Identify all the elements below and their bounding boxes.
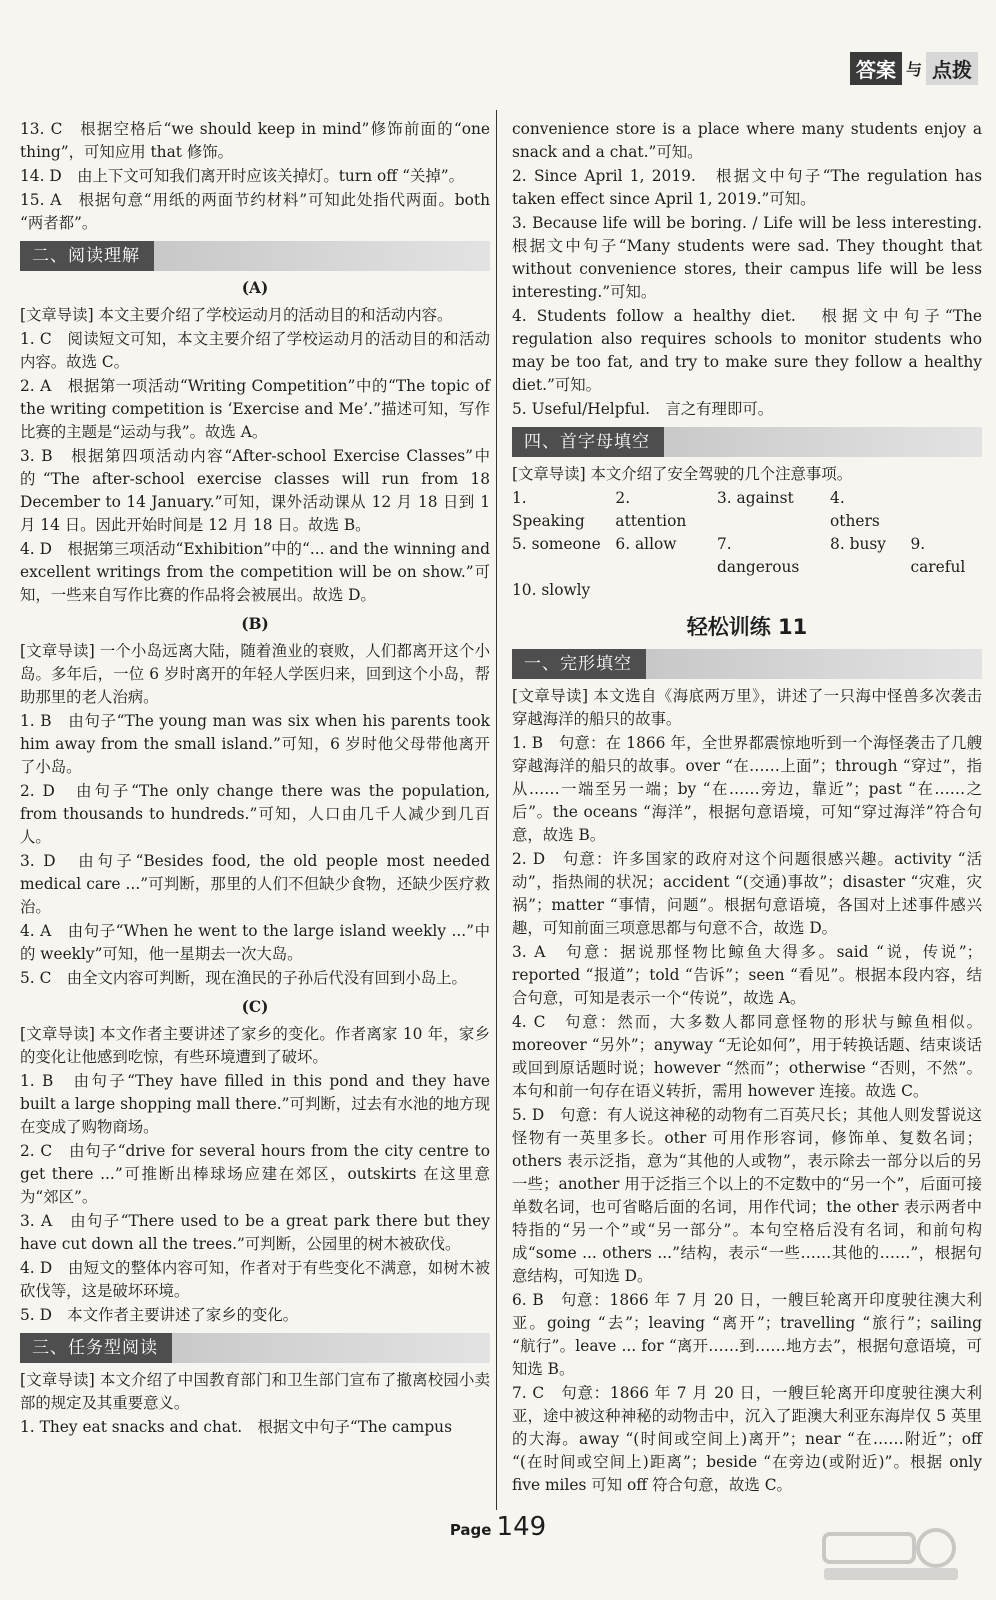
section-heading-label: 三、任务型阅读 [20,1333,172,1363]
answer-paragraph: 2. Since April 1, 2019. 根据文中句子“The regulation has taken effect since April 1, 2019.”可知。 [512,167,982,208]
answer-item [910,579,982,602]
passage-label: (B) [241,615,269,633]
page-num: 149 [496,1512,547,1542]
answer-paragraph: 4. D 由短文的整体内容可知，作者对于有些变化不满意，如树木被砍伐等，这是破坏环境。 [20,1259,490,1300]
section-heading-label: 四、首字母填空 [512,427,664,457]
column-divider [496,110,497,1510]
answer-paragraph: [文章导读] 一个小岛远离大陆，随着渔业的衰败，人们都离开这个小岛。多年后，一位 6 岁时离开的年轻人学医归来，回到这个小岛，帮助那里的老人治病。 [20,642,490,706]
answer-paragraph: 14. D 由上下文可知我们离开时应该关掉灯。turn off “关掉”。 [20,167,464,185]
answer-item [910,487,982,533]
answer-paragraph: 2. D 由句子“The only change there was the population, from thousands to hundreds.”可知，人口由几千人减少到几百人。 [20,782,490,846]
answer-item: 10. slowly [512,581,591,599]
answer-paragraph: convenience store is a place where many students enjoy a snack and a chat.”可知。 [512,120,982,161]
right-column [512,118,982,1498]
answer-paragraph: 1. B 由句子“The young man was six when his parents took him away from the small island.”可知，6 岁时他父母带他离开了小岛。 [20,712,490,776]
header-and: 与 [905,60,922,79]
answer-paragraph: 1. They eat snacks and chat. 根据文中句子“The campus [20,1418,452,1436]
answer-item [830,579,896,602]
answer-paragraph: [文章导读] 本文介绍了安全驾驶的几个注意事项。 [512,465,853,483]
section-heading [20,1333,490,1363]
unit-title: 轻松训练 11 [686,615,808,639]
header-badge [850,52,978,85]
answer-paragraph: 2. D 句意：许多国家的政府对这个问题很感兴趣。activity “活动”，指热闹的状况；accident “(交通)事故”；disaster “灾难，灾祸”；matter “事情，问题”。根据句意语境，各国对上述事件感兴趣，可知前面三项意思都与句意不合，故选 D。 [512,850,982,937]
answer-paragraph: 5. Useful/Helpful. 言之有理即可。 [512,400,774,418]
answer-paragraph: 7. C 句意：1866 年 7 月 20 日，一艘巨轮离开印度驶往澳大利亚，途中被这种神秘的动物击中，沉入了距澳大利亚东海岸仅 5 英里的大海。away “(时间或空间上)离开”；near “在……附近”；off “(在时间或空间上)距离”；beside “在旁边(或附近)”。根据 only five miles 可知 off 符合句意，故选 C。 [512,1384,982,1494]
passage-label: (C) [241,998,269,1016]
header-answer: 答案 [850,52,902,85]
section-heading-label: 二、阅读理解 [20,241,154,271]
answer-paragraph: [文章导读] 本文主要介绍了学校运动月的活动目的和活动内容。 [20,306,453,324]
section-heading [20,241,490,271]
answer-paragraph: [文章导读] 本文介绍了中国教育部门和卫生部门宣布了撤离校园小卖部的规定及其重要意义。 [20,1371,490,1412]
answer-paragraph: 4. D 根据第三项活动“Exhibition”中的“... and the winning and excellent writings from the competition will be on show.”可知，一些来自写作比赛的作品将会被展出。故选 D。 [20,540,490,604]
answer-paragraph: 2. A 根据第一项活动“Writing Competition”中的“The topic of the writing competition is ‘Exercise and Me’.”描述可知，写作比赛的主题是“运动与我”。故选 A。 [20,377,490,441]
passage-label: (A) [241,279,269,297]
answer-item [717,579,816,602]
answer-paragraph: 3. A 句意：据说那怪物比鲸鱼大得多。said “说，传说”；reported “报道”；told “告诉”；seen “看见”。根据本段内容，结合句意，可知是表示一个“传说”，故选 A。 [512,943,982,1007]
section-heading [512,427,982,457]
answer-paragraph: 5. C 由全文内容可判断，现在渔民的子孙后代没有回到小岛上。 [20,969,467,987]
answer-paragraph: 13. C 根据空格后“we should keep in mind”修饰前面的“one thing”，可知应用 that 修饰。 [20,120,490,161]
answer-item: 2. attention [615,489,687,530]
answer-paragraph: 1. B 由句子“They have filled in this pond and they have built a large shopping mall there.”可判断，过去有水池的地方现在变成了购物商场。 [20,1072,490,1136]
answer-paragraph: 3. Because life will be boring. / Life will be less interesting. 根据文中句子“Many students were sad. They thought that without convenience stores, their campus life will be less interesting.”可知。 [512,214,982,301]
answer-paragraph: 5. D 句意：有人说这神秘的动物有二百英尺长；其他人则发誓说这怪物有一英里多长。other 可用作形容词，修饰单、复数名词；others 表示泛指，意为“其他的人或物”，表示除去一部分以后的另一些；another 用于泛指三个以上的不定数中的“另一个”，后面可接单数名词，也可省略后面的名词，用作代词；the other 表示两者中特指的“另一个”或“另一部分”。本句空格后没有名词，和前句构成“some ... others ...”结构，表示“一些……其他的……”，根据句意结构，可知选 D。 [512,1106,982,1285]
section-heading [512,649,982,679]
answer-paragraph: 1. B 句意：在 1866 年，全世界都震惊地听到一个海怪袭击了几艘穿越海洋的船只的故事。over “在……上面”；through “穿过”，指从……一端至另一端；by “在……旁边，靠近”；past “在……之后”。the oceans “海洋”，根据句意语境，可知“穿过海洋”符合句意，故选 B。 [512,734,982,844]
answer-item: 3. against [716,489,794,507]
answer-paragraph: 3. D 由句子“Besides food, the old people most needed medical care ...”可判断，那里的人们不但缺少食物，还缺少医疗救治。 [20,852,490,916]
answer-item [615,579,703,602]
answer-paragraph: [文章导读] 本文作者主要讲述了家乡的变化。作者离家 10 年，家乡的变化让他感到吃惊，有些环境遭到了破坏。 [20,1025,490,1066]
page-label: Page [449,1521,492,1539]
answer-item: 8. busy [830,535,886,553]
answer-item: 9. careful [910,535,966,576]
answer-paragraph: 1. C 阅读短文可知，本文主要介绍了学校运动月的活动目的和活动内容。故选 C。 [20,330,490,371]
answer-paragraph: 2. C 由句子“drive for several hours from the city centre to get there ...”可推断出棒球场应建在郊区，outskirts 在这里意为“郊区”。 [20,1142,490,1206]
answer-item: 7. dangerous [716,535,800,576]
answer-paragraph: 4. Students follow a healthy diet. 根据文中句子“The regulation also requires schools to monitor students who may be too fat, and try to make sure they follow a healthy diet.”可知。 [512,307,982,394]
left-column [20,118,490,1440]
header-tips: 点拨 [926,52,978,85]
answer-paragraph: 15. A 根据句意“用纸的两面节约材料”可知此处指代两面。both “两者都”。 [20,191,490,232]
section-heading-label: 一、完形填空 [512,649,646,679]
watermark-logo-icon [816,1524,966,1584]
answer-item: 1. Speaking [512,489,585,530]
answer-paragraph: 3. B 根据第四项活动内容“After-school Exercise Classes”中的“The after-school exercise classes will run from 18 December to 14 January.”可知，课外活动课从 12 月 18 日到 1 月 14 日。因此开始时间是 12 月 18 日。故选 B。 [20,447,490,534]
answer-paragraph: 4. A 由句子“When he went to the large island weekly ...”中的 weekly”可知，他一星期去一次大岛。 [20,922,490,963]
answer-grid [512,487,982,602]
answer-item: 6. allow [615,535,677,553]
answer-paragraph: 5. D 本文作者主要讲述了家乡的变化。 [20,1306,299,1324]
answer-paragraph: [文章导读] 本文选自《海底两万里》，讲述了一只海中怪兽多次袭击穿越海洋的船只的故事。 [512,687,982,728]
answer-paragraph: 3. A 由句子“There used to be a great park there but they have cut down all the trees.”可判断，公园里的树木被砍伐。 [20,1212,490,1253]
answer-paragraph: 4. C 句意：然而，大多数人都同意怪物的形状与鲸鱼相似。moreover “另外”；anyway “无论如何”，用于转换话题、结束谈话或回到原话题时说；however “然而”；otherwise “否则，不然”。本句和前一句存在语义转折，需用 however 连接。故选 C。 [512,1013,982,1100]
answer-paragraph: 6. B 句意：1866 年 7 月 20 日，一艘巨轮离开印度驶往澳大利亚。going “去”；leaving “离开”；travelling “旅行”；sailing “航行”。leave ... for “离开……到……地方去”，根据句意语境，可知选 B。 [512,1291,982,1378]
answer-item: 4. others [830,489,880,530]
answer-item: 5. someone [512,535,601,553]
